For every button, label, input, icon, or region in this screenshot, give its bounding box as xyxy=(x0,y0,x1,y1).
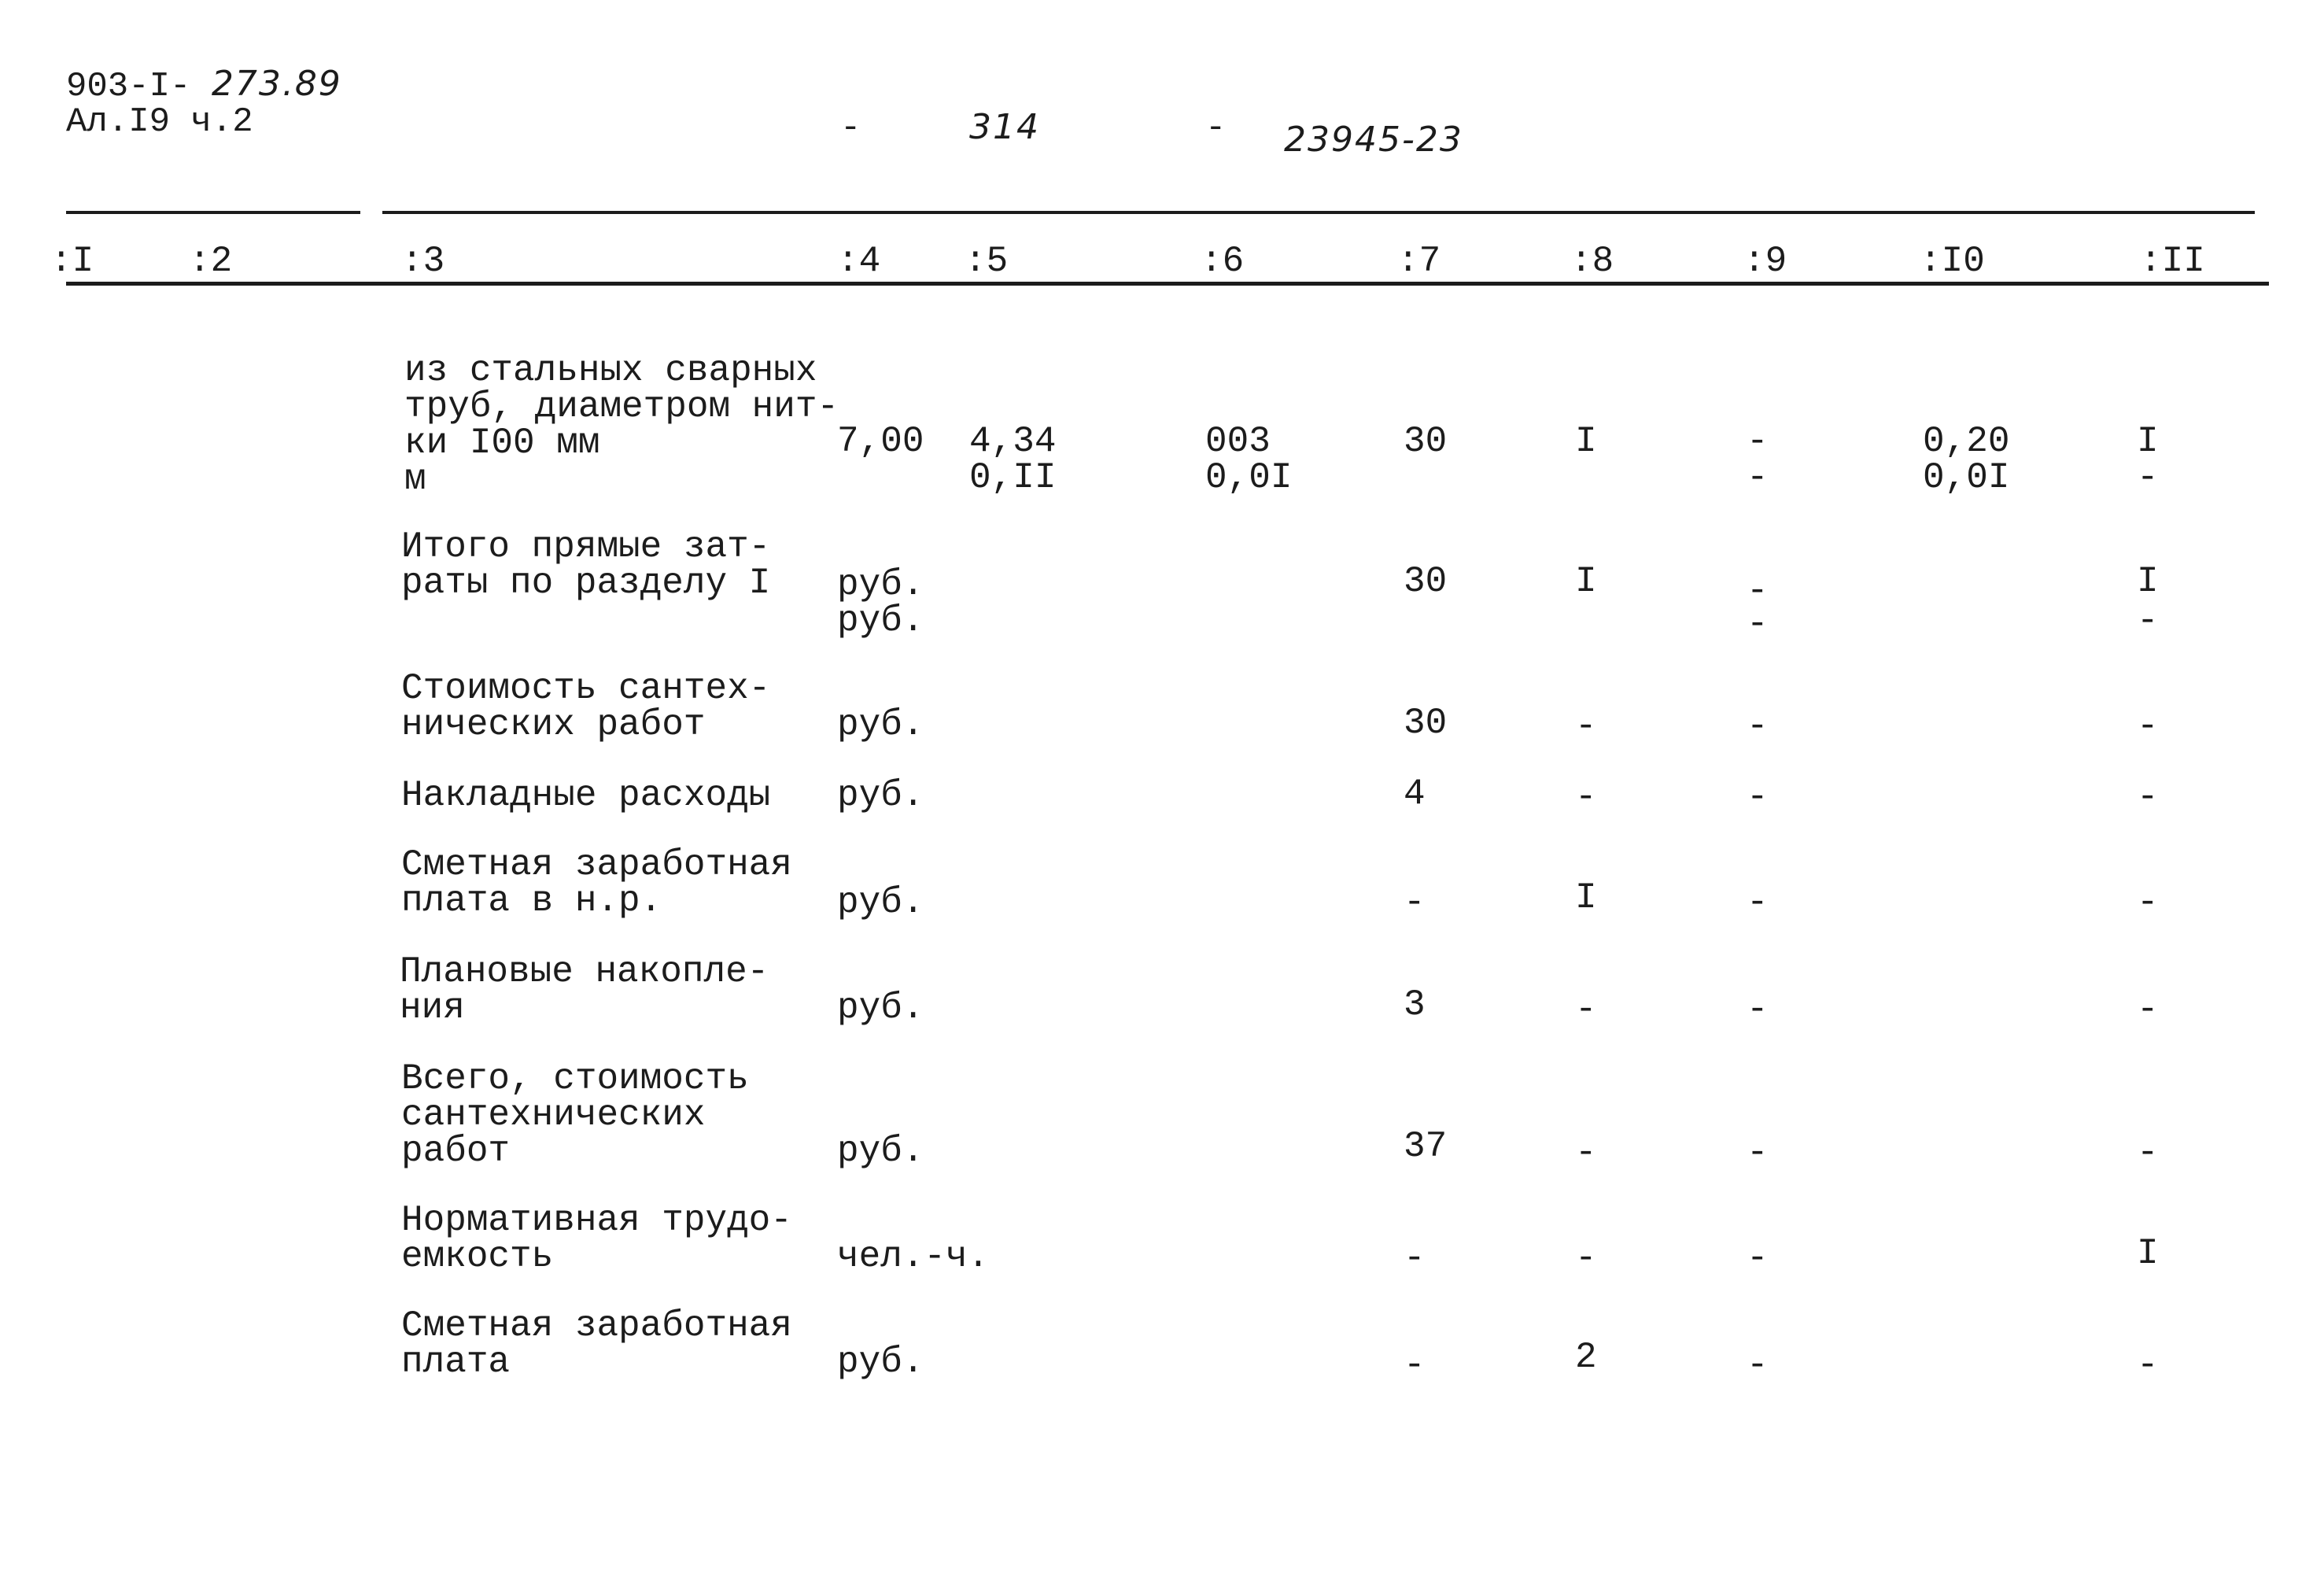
column-header-4: :4 xyxy=(837,241,881,282)
row-name-line: Итого прямые зат- xyxy=(401,526,771,567)
cell-col11: - xyxy=(2137,706,2159,747)
cell-col11: - xyxy=(2137,1132,2159,1173)
cell-col8: - xyxy=(1575,989,1597,1030)
cell-col9: - xyxy=(1747,421,1769,462)
column-header-10: :I0 xyxy=(1920,241,1985,282)
cell-col11: - xyxy=(2137,882,2159,923)
column-header-7: :7 xyxy=(1397,241,1441,282)
cell-col4: 7,00 xyxy=(837,421,924,462)
cell-col9: - xyxy=(1747,1132,1769,1173)
column-header-5: :5 xyxy=(965,241,1009,282)
column-header-rule xyxy=(66,282,2269,286)
cell-col4: руб. xyxy=(837,600,924,641)
cell-col7: 4 xyxy=(1404,773,1426,814)
row-name-line: из стальных сварных xyxy=(404,350,817,391)
cell-col4: чел.-ч. xyxy=(837,1236,990,1277)
cell-col10: 0,0I xyxy=(1923,457,2010,498)
cell-col8: - xyxy=(1575,777,1597,818)
cell-col7: 30 xyxy=(1404,703,1448,744)
cell-col9: - xyxy=(1747,882,1769,923)
header-rule-right xyxy=(382,211,2255,214)
sheet-reference: Ал.I9 ч.2 xyxy=(66,102,253,142)
cell-col11: I xyxy=(2137,421,2159,462)
cell-col9: - xyxy=(1747,1238,1769,1279)
column-header-9: :9 xyxy=(1743,241,1787,282)
cell-col8: I xyxy=(1575,561,1597,602)
column-header-11: :II xyxy=(2140,241,2205,282)
document-code-typed: 903-I- xyxy=(66,67,212,106)
cell-col4: руб. xyxy=(837,988,924,1028)
cell-col11: - xyxy=(2137,600,2159,641)
cell-col8: I xyxy=(1575,877,1597,918)
row-name-line: Сметная заработная xyxy=(401,1305,792,1346)
row-name-line: труб, диаметром нит- xyxy=(404,386,839,427)
cell-col4: руб. xyxy=(837,882,924,923)
cell-col7: - xyxy=(1404,1345,1426,1386)
cell-col7: - xyxy=(1404,882,1426,923)
cell-col9: - xyxy=(1747,570,1769,611)
cell-col8: - xyxy=(1575,706,1597,747)
cell-col11: - xyxy=(2137,777,2159,818)
cell-col11: I xyxy=(2137,1233,2159,1274)
row-name-line: Сметная заработная xyxy=(401,844,792,885)
cell-col4: руб. xyxy=(837,1131,924,1172)
row-name-line: сантехнических xyxy=(401,1095,706,1135)
cell-col5: 4,34 xyxy=(969,421,1057,462)
page-number: 314 xyxy=(969,107,1040,147)
cell-col8: - xyxy=(1575,1238,1597,1279)
document-number: 23945-23 xyxy=(1284,120,1463,160)
cell-col4: руб. xyxy=(837,564,924,605)
cell-col7: 3 xyxy=(1404,984,1426,1025)
cell-col9: - xyxy=(1747,604,1769,644)
row-name-line: работ xyxy=(401,1131,511,1172)
cell-col11: - xyxy=(2137,1345,2159,1386)
row-name-line: Плановые накопле- xyxy=(400,951,769,992)
header-dash-left: - xyxy=(840,109,861,148)
cell-col8: I xyxy=(1575,421,1597,462)
cell-col4: руб. xyxy=(837,704,924,745)
row-name-line: нических работ xyxy=(401,704,706,745)
cell-col7: 37 xyxy=(1404,1126,1448,1167)
cell-col8: 2 xyxy=(1575,1337,1597,1378)
column-header-6: :6 xyxy=(1201,241,1245,282)
row-name-line: ния xyxy=(400,988,465,1028)
row-name-line: плата в н.р. xyxy=(401,880,662,921)
cell-col11: I xyxy=(2137,561,2159,602)
cell-col8: - xyxy=(1575,1132,1597,1173)
cell-col9: - xyxy=(1747,457,1769,498)
cell-col11: - xyxy=(2137,989,2159,1030)
cell-col7: - xyxy=(1404,1238,1426,1279)
cell-col7: 30 xyxy=(1404,421,1448,462)
cell-col9: - xyxy=(1747,777,1769,818)
row-name-line: Всего, стоимость xyxy=(401,1058,749,1099)
cell-col10: 0,20 xyxy=(1923,421,2010,462)
document-code-handwritten: 273.89 xyxy=(211,64,342,104)
row-name-line: плата xyxy=(401,1342,511,1382)
column-header-3: :3 xyxy=(401,241,445,282)
cell-col11: - xyxy=(2137,457,2159,498)
column-header-2: :2 xyxy=(189,241,233,282)
header-dash-right: - xyxy=(1205,109,1227,148)
row-name-line: ки I00 мм xyxy=(404,423,600,463)
column-header-1: :I xyxy=(50,241,94,282)
row-name-line: Накладные расходы xyxy=(401,775,771,816)
cell-col9: - xyxy=(1747,1345,1769,1386)
row-name-line: м xyxy=(404,459,426,500)
cell-col5: 0,II xyxy=(969,457,1057,498)
row-name-line: емкость xyxy=(401,1236,554,1277)
row-name-line: Стоимость сантех- xyxy=(401,668,771,709)
row-name-line: Нормативная трудо- xyxy=(401,1200,792,1241)
header-rule-left xyxy=(66,211,360,214)
cell-col9: - xyxy=(1747,706,1769,747)
cell-col7: 30 xyxy=(1404,561,1448,602)
document-code xyxy=(66,66,342,105)
column-header-8: :8 xyxy=(1570,241,1614,282)
cell-col4: руб. xyxy=(837,1342,924,1382)
row-name-line: раты по разделу I xyxy=(401,563,771,604)
cell-col4: руб. xyxy=(837,775,924,816)
cell-col9: - xyxy=(1747,989,1769,1030)
cell-col6: 003 xyxy=(1205,421,1271,462)
cell-col6: 0,0I xyxy=(1205,457,1293,498)
